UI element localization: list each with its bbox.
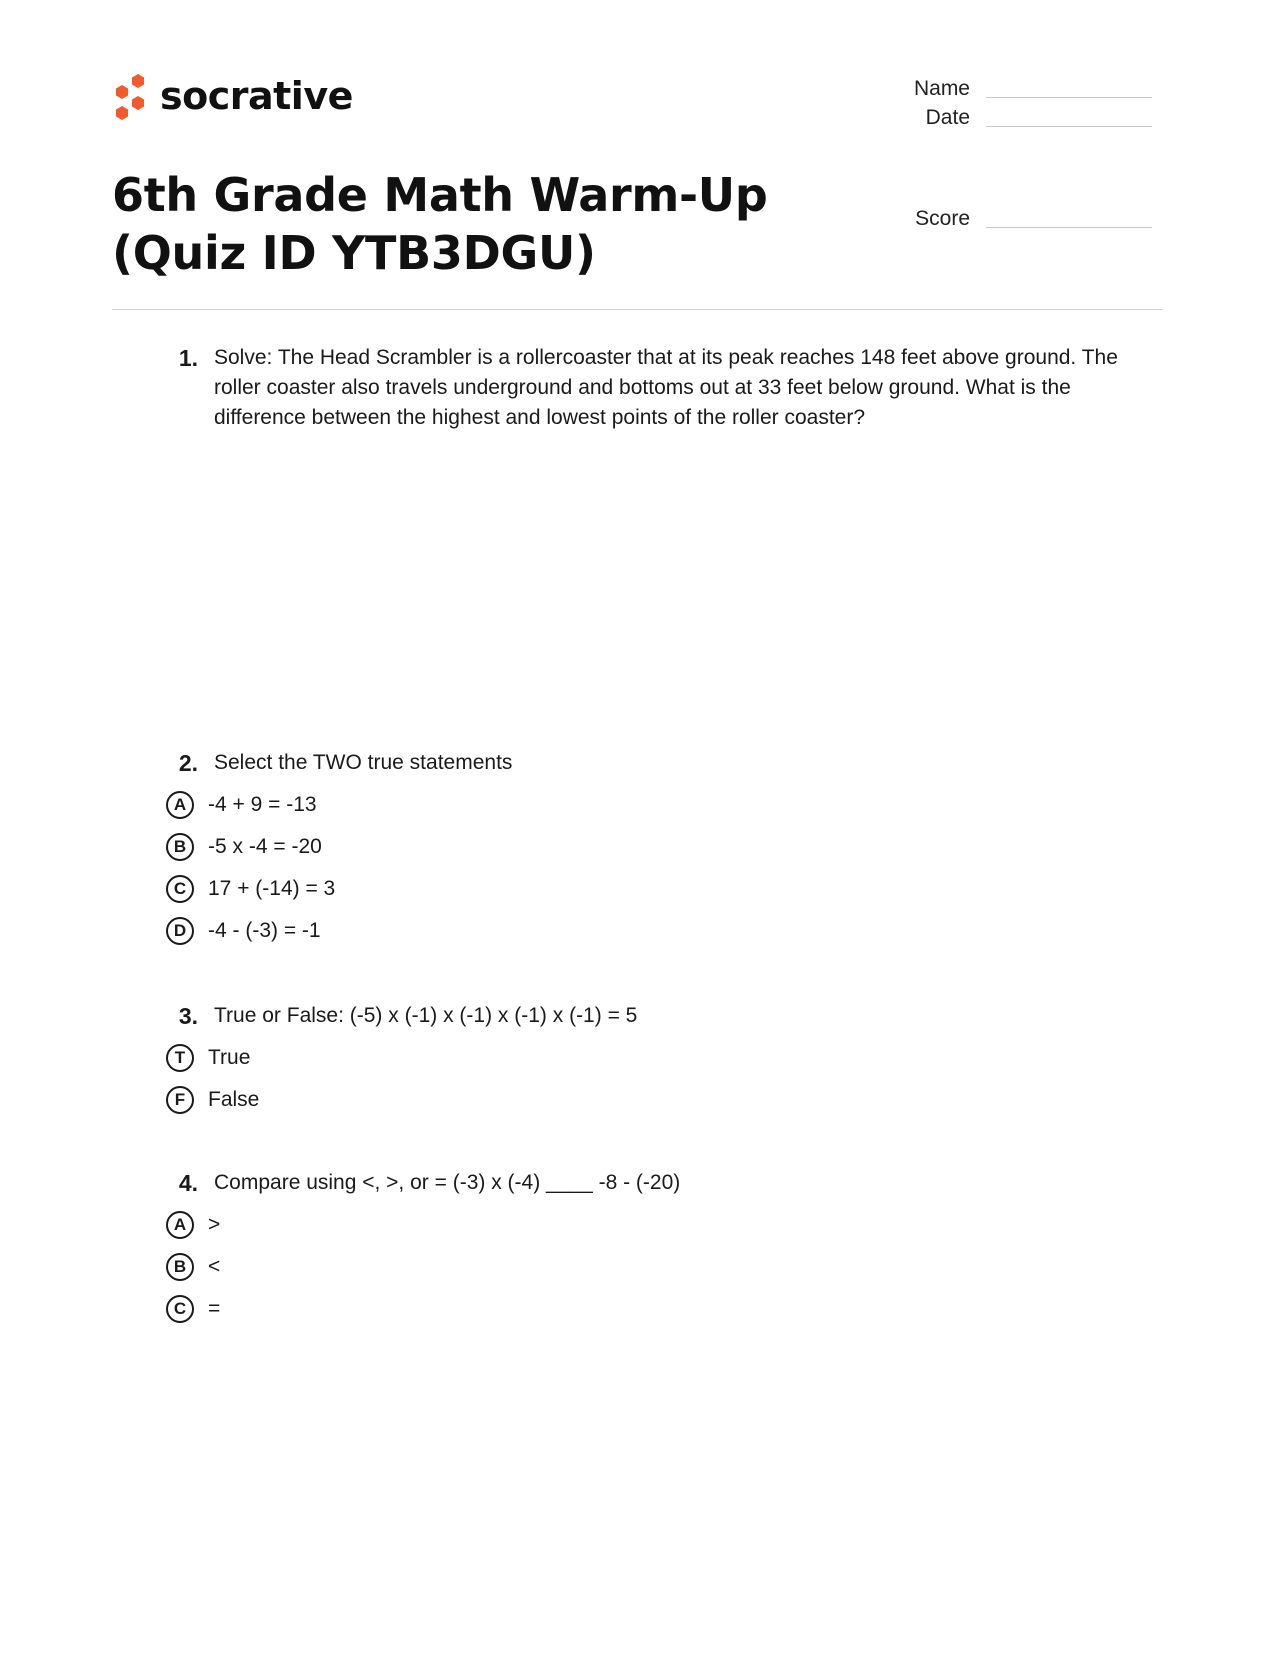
option-a[interactable]: [166, 790, 1160, 820]
question-3: [160, 1001, 1160, 1115]
date-label: Date: [925, 106, 970, 129]
option-letter-circle[interactable]: A: [166, 1211, 194, 1239]
option-c[interactable]: [166, 1294, 1160, 1324]
header-divider: [112, 309, 1162, 310]
question-number: 4.: [178, 1170, 198, 1196]
option-b[interactable]: [166, 832, 1160, 862]
option-text: -4 + 9 = -13: [208, 793, 317, 816]
question-4: [160, 1168, 1160, 1324]
name-line[interactable]: [986, 97, 1152, 98]
option-d[interactable]: [166, 916, 1160, 946]
score-line[interactable]: [986, 227, 1152, 228]
date-field[interactable]: [890, 106, 1152, 130]
logo-wordmark: socrative: [160, 74, 353, 118]
option-false[interactable]: [166, 1085, 1160, 1115]
option-letter-circle[interactable]: D: [166, 917, 194, 945]
option-text: True: [208, 1046, 251, 1069]
option-letter-circle[interactable]: T: [166, 1044, 194, 1072]
option-letter-circle[interactable]: A: [166, 791, 194, 819]
option-letter-circle[interactable]: B: [166, 1253, 194, 1281]
option-text: -4 - (-3) = -1: [208, 919, 321, 942]
option-letter-circle[interactable]: C: [166, 1295, 194, 1323]
option-text: -5 x -4 = -20: [208, 835, 322, 858]
question-number: 2.: [178, 750, 198, 776]
option-c[interactable]: [166, 874, 1160, 904]
question-text: Compare using <, >, or = (-3) x (-4) ____ -8 - (-20): [214, 1171, 681, 1194]
page-title: 6th Grade Math Warm-Up (Quiz ID YTB3DGU): [112, 168, 768, 280]
question-1: [160, 343, 1160, 433]
question-number: 1.: [178, 345, 198, 371]
option-text: 17 + (-14) = 3: [208, 877, 336, 900]
option-letter-circle[interactable]: F: [166, 1086, 194, 1114]
option-b[interactable]: [166, 1252, 1160, 1282]
option-text: >: [208, 1213, 221, 1236]
option-text: False: [208, 1088, 260, 1111]
option-text: =: [208, 1297, 221, 1320]
question-number: 3.: [178, 1003, 198, 1029]
score-label: Score: [915, 207, 970, 230]
score-field[interactable]: [890, 207, 1152, 231]
question-2: [160, 748, 1160, 946]
date-line[interactable]: [986, 126, 1152, 127]
question-text: Select the TWO true statements: [214, 751, 513, 774]
option-letter-circle[interactable]: C: [166, 875, 194, 903]
question-text: True or False: (-5) x (-1) x (-1) x (-1) x (-1) = 5: [214, 1004, 638, 1027]
option-a[interactable]: [166, 1210, 1160, 1240]
hexagon-logo-icon: [112, 72, 148, 120]
option-text: <: [208, 1255, 221, 1278]
socrative-logo: [112, 72, 353, 120]
option-true[interactable]: [166, 1043, 1160, 1073]
name-field[interactable]: [890, 77, 1152, 101]
option-letter-circle[interactable]: B: [166, 833, 194, 861]
name-label: Name: [913, 77, 970, 100]
question-text: Solve: The Head Scrambler is a rollercoaster that at its peak reaches 148 feet above ground. The roller coaster also travels underground and bottoms out at 33 feet below ground. What is the difference between the highest and lowest points of the roller coaster?: [214, 346, 1118, 429]
